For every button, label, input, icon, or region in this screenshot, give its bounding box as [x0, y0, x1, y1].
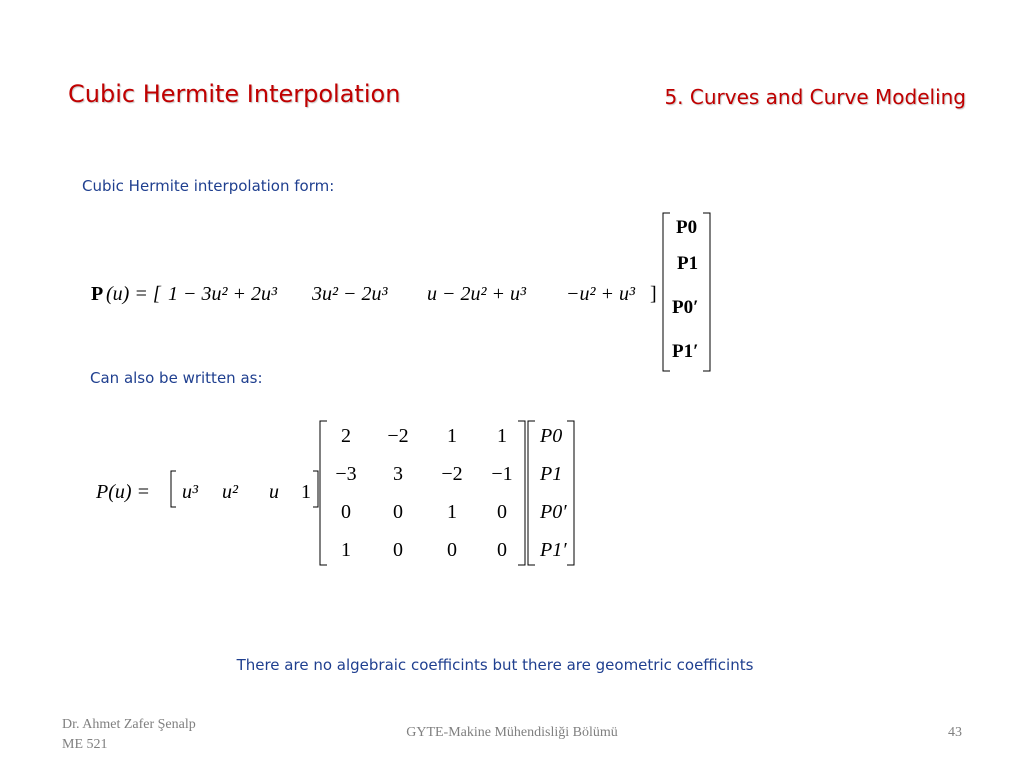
eq1-close-bracket: ] [650, 283, 657, 305]
matrix-cell: 0 [393, 501, 403, 523]
matrix-cell: 1 [341, 539, 351, 561]
matrix-cell: 0 [497, 539, 507, 561]
matrix-cell: 2 [341, 425, 351, 447]
eq1-vector-p1-prime: P1′ [672, 341, 699, 362]
eq2-row-left-bracket [171, 471, 176, 507]
eq2-vector-p1: P1 [540, 463, 563, 485]
eq1-vector [672, 217, 698, 362]
eq1-vector-p0-prime: P0′ [672, 297, 699, 318]
matrix-cell: 0 [497, 501, 507, 523]
matrix-cell: 3 [393, 463, 403, 485]
matrix-cell: 1 [447, 425, 457, 447]
eq1-basis-1: 1 − 3u² + 2u³ [168, 283, 277, 305]
eq2-vector [539, 425, 567, 561]
matrix-cell: −2 [441, 463, 463, 485]
also-written-text: Can also be written as: [90, 369, 263, 387]
matrix-cell: −2 [387, 425, 409, 447]
eq2-vector-p0: P0 [540, 425, 563, 447]
matrix-equation [0, 415, 600, 575]
eq2-row-one: 1 [301, 481, 311, 503]
eq2-row-u3: u³ [182, 481, 198, 503]
matrix-cell: 0 [447, 539, 457, 561]
eq2-matrix-left-bracket [320, 421, 327, 565]
geometric-coefficients-note: There are no algebraic coefficints but there are geometric coefficints [236, 656, 754, 674]
footer-author: Dr. Ahmet Zafer Şenalp [62, 717, 196, 732]
slide-number: 43 [948, 725, 962, 740]
footer-course: ME 521 [62, 737, 108, 752]
matrix-cell: −3 [335, 463, 357, 485]
eq1-basis-3: u − 2u² + u³ [427, 283, 526, 305]
eq1-lhs-p: P [91, 283, 104, 305]
intro-text: Cubic Hermite interpolation form: [82, 177, 335, 195]
footer-institution: GYTE-Makine Mühendisliği Bölümü [406, 725, 618, 740]
eq1-vector-p1: P1 [677, 253, 699, 274]
eq1-vector-left-bracket [663, 213, 670, 371]
eq2-row-right-bracket [313, 471, 318, 507]
eq2-lhs: P(u) = [96, 481, 151, 503]
eq2-vector-p0-prime: P0′ [540, 501, 567, 523]
eq1-vector-right-bracket [703, 213, 710, 371]
eq2-row-u2: u² [222, 481, 238, 503]
matrix-cell: 1 [497, 425, 507, 447]
eq1-basis-4: −u² + u³ [566, 283, 635, 305]
matrix-cell: 0 [341, 501, 351, 523]
matrix-cell: −1 [491, 463, 513, 485]
eq2-vector-left-bracket [528, 421, 535, 565]
eq1-vector-p0: P0 [676, 217, 698, 238]
matrix-cell: 1 [447, 501, 457, 523]
eq2-matrix [335, 425, 512, 561]
eq1-lhs-arg: (u) = [ [106, 283, 161, 305]
slide-title: Cubic Hermite Interpolation [68, 80, 401, 108]
eq2-matrix-right-bracket [518, 421, 525, 565]
eq2-vector-right-bracket [567, 421, 574, 565]
eq2-row-vector [182, 481, 311, 503]
hermite-equation [0, 205, 740, 375]
eq2-vector-p1-prime: P1′ [540, 539, 567, 561]
matrix-cell: 0 [393, 539, 403, 561]
eq2-row-u: u [269, 481, 279, 503]
eq1-basis-2: 3u² − 2u³ [312, 283, 388, 305]
section-title: 5. Curves and Curve Modeling [664, 85, 966, 109]
